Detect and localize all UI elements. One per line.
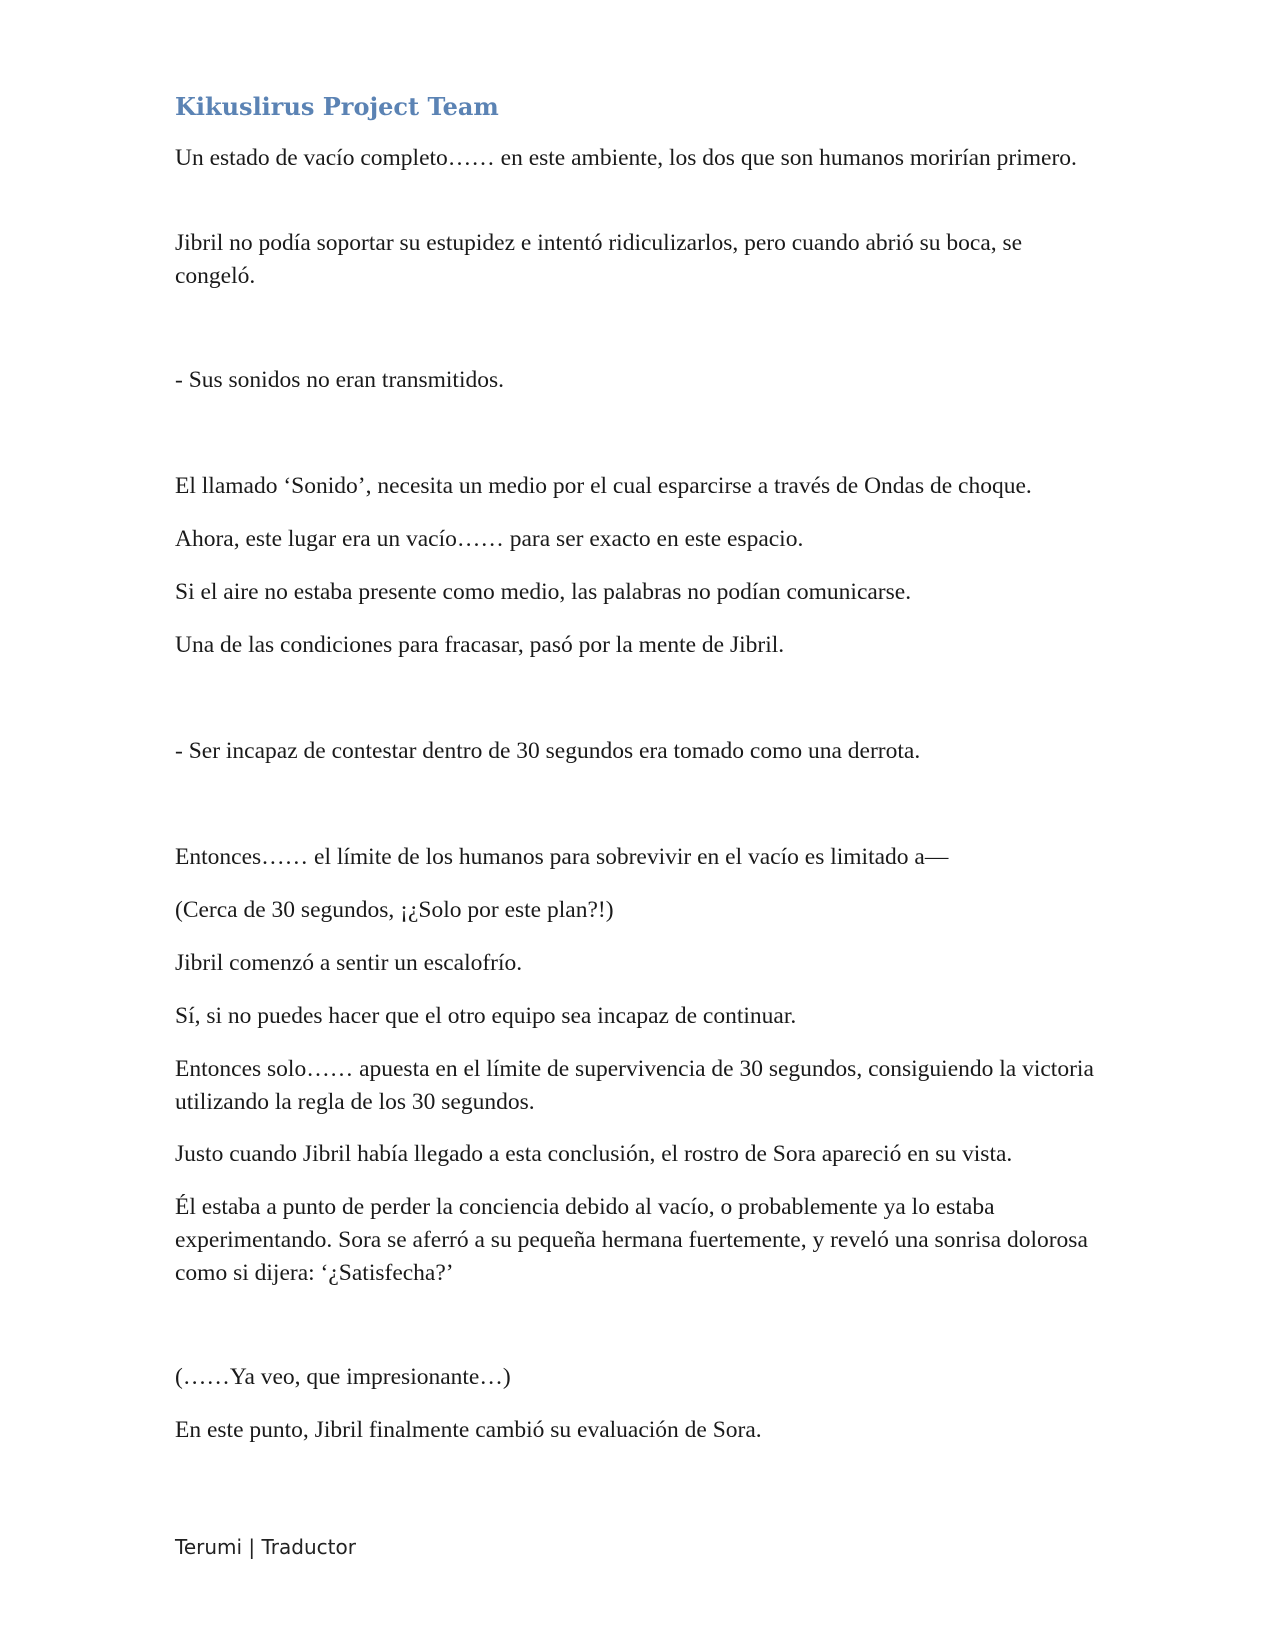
page-header-title: Kikuslirus Project Team	[175, 92, 499, 121]
paragraph: Justo cuando Jibril había llegado a esta conclusión, el rostro de Sora apareció en su vista.	[175, 1141, 1013, 1167]
paragraph: Entonces solo…… apuesta en el límite de supervivencia de 30 segundos, consiguiendo la victoria utilizando la regla de los 30 segundos.	[175, 1056, 1094, 1115]
paragraph: Un estado de vacío completo…… en este ambiente, los dos que son humanos morirían primero.	[175, 145, 1077, 171]
page-footer: Terumi | Traductor	[175, 1535, 356, 1559]
paragraph: Sí, si no puedes hacer que el otro equipo sea incapaz de continuar.	[175, 1003, 797, 1029]
paragraph: Jibril no podía soportar su estupidez e intentó ridiculizarlos, pero cuando abrió su boca, se congeló.	[175, 230, 1023, 289]
paragraph: El llamado ‘Sonido’, necesita un medio por el cual esparcirse a través de Ondas de choque.	[175, 473, 1032, 499]
paragraph: - Sus sonidos no eran transmitidos.	[175, 367, 504, 393]
paragraph: Si el aire no estaba presente como medio, las palabras no podían comunicarse.	[175, 579, 912, 605]
paragraph: Jibril comenzó a sentir un escalofrío.	[175, 950, 523, 976]
paragraph: Él estaba a punto de perder la conciencia debido al vacío, o probablemente ya lo estaba experimentando. Sora se aferró a su pequeña hermana fuertemente, y reveló una sonrisa dolorosa como si dijera: ‘¿Satisfecha?’	[175, 1194, 1088, 1286]
paragraph: Una de las condiciones para fracasar, pasó por la mente de Jibril.	[175, 632, 785, 658]
paragraph: Entonces…… el límite de los humanos para sobrevivir en el vacío es limitado a—	[175, 844, 949, 870]
paragraph: - Ser incapaz de contestar dentro de 30 segundos era tomado como una derrota.	[175, 738, 921, 764]
paragraph: Ahora, este lugar era un vacío…… para ser exacto en este espacio.	[175, 526, 804, 552]
paragraph: (……Ya veo, que impresionante…)	[175, 1364, 511, 1390]
paragraph: En este punto, Jibril finalmente cambió su evaluación de Sora.	[175, 1417, 762, 1443]
paragraph: (Cerca de 30 segundos, ¡¿Solo por este plan?!)	[175, 897, 614, 923]
